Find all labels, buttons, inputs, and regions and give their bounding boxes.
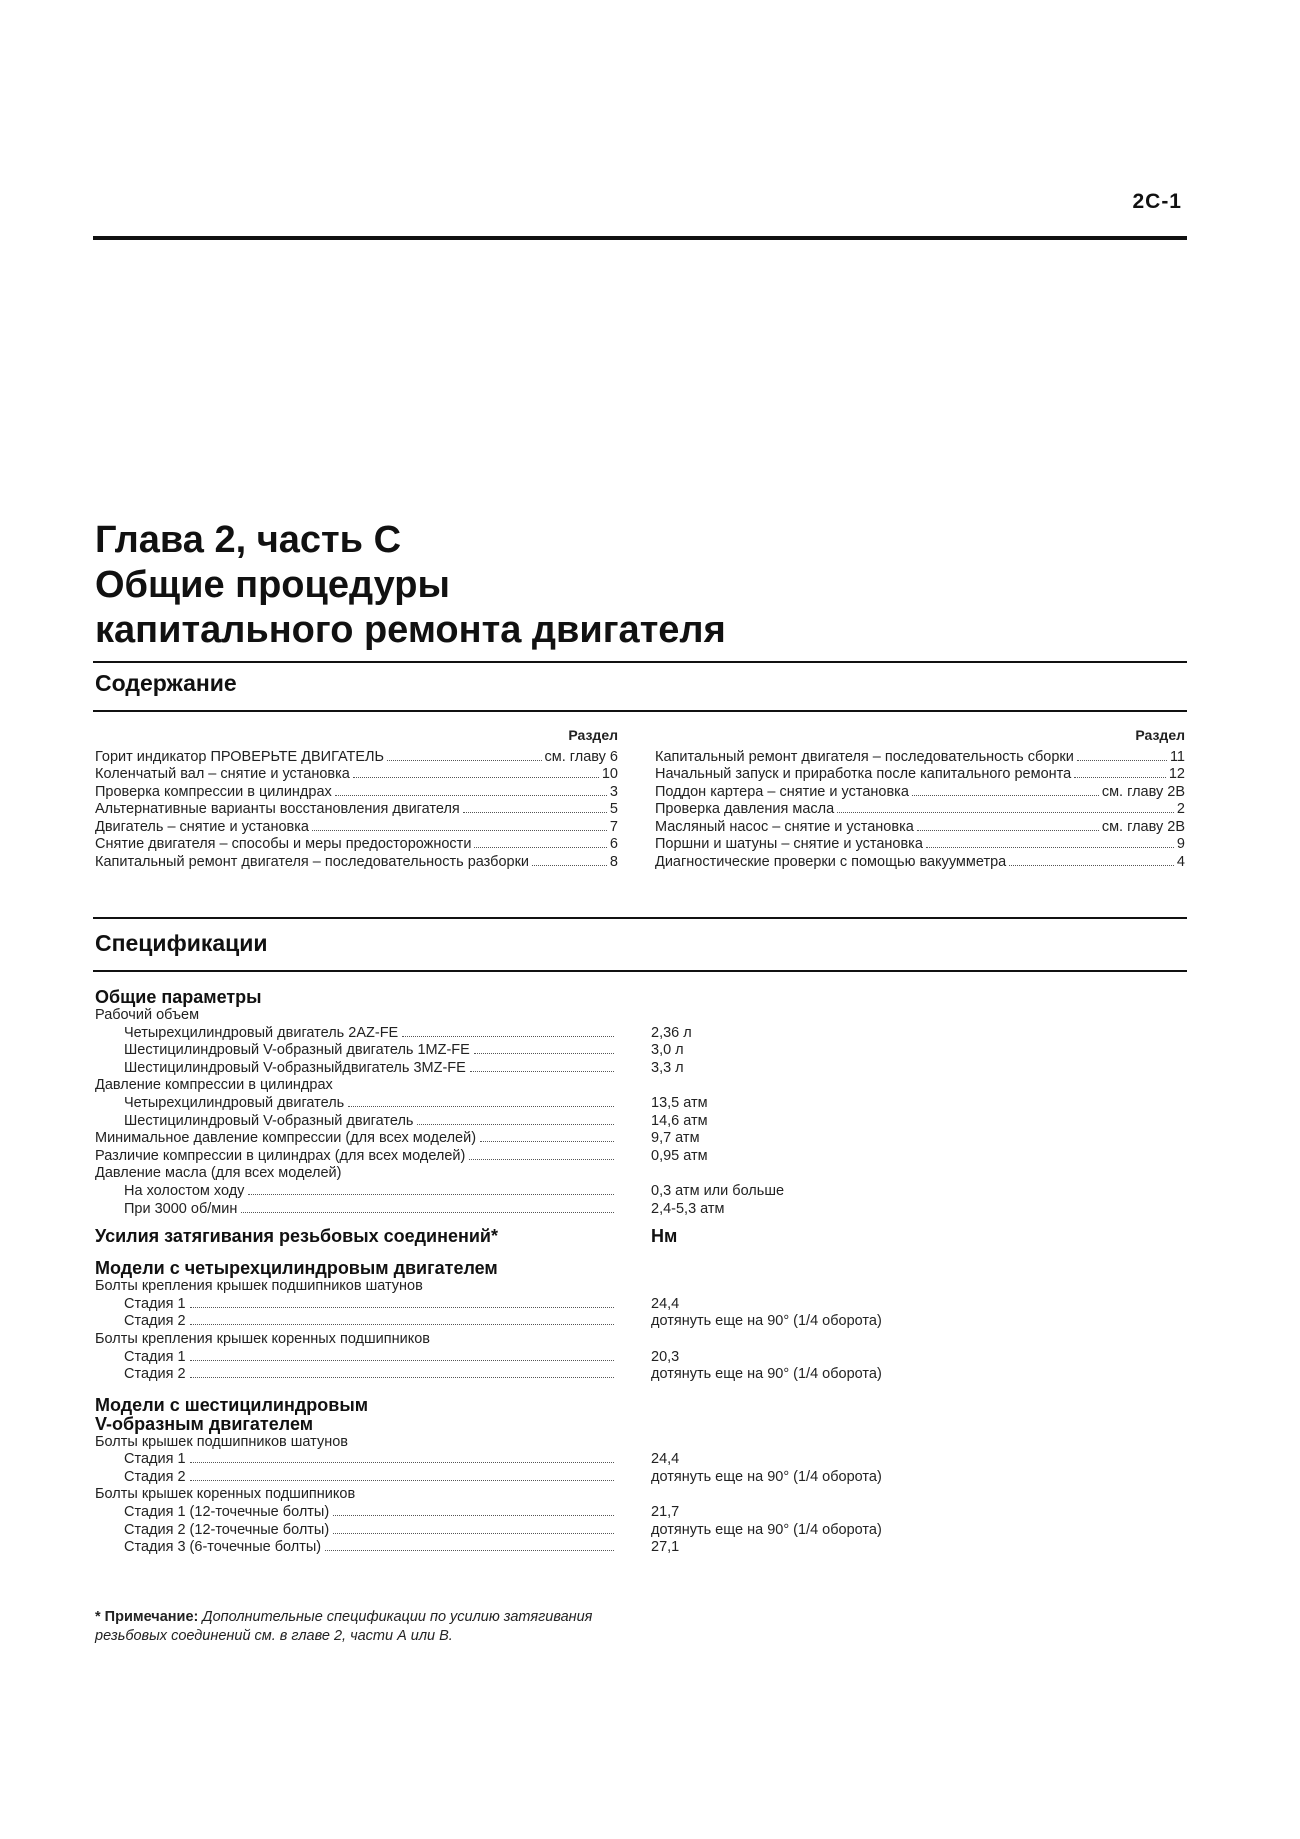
spec-label xyxy=(95,1313,618,1331)
footnote-label: * Примечание: xyxy=(95,1609,199,1625)
spec-label-text: Шестицилиндровый V-образныйдвигатель 3MZ-FE xyxy=(124,1059,466,1076)
page-number: 2C-1 xyxy=(1132,190,1182,213)
spec-label xyxy=(95,1025,618,1043)
spec-category-label: Болты крепления крышек подшипников шатунов xyxy=(95,1278,423,1295)
spec-row xyxy=(95,1183,1195,1201)
contents-rule xyxy=(93,710,1187,712)
toc-entry-title: Капитальный ремонт двигателя – последовательность сборки xyxy=(655,748,1074,765)
spec-label-text: Стадия 3 (6-точечные болты) xyxy=(124,1539,322,1556)
leader-dots xyxy=(190,1360,614,1361)
spec-value: 24,4 xyxy=(651,1295,680,1312)
toc-entry-title: Диагностические проверки с помощью вакуумметра xyxy=(655,853,1007,870)
leader-dots xyxy=(1009,865,1174,866)
spec-value: 20,3 xyxy=(651,1348,680,1365)
spec-label-text: Стадия 2 xyxy=(124,1313,186,1330)
toc-entry-title: Альтернативные варианты восстановления двигателя xyxy=(95,801,460,817)
spec-row xyxy=(95,1201,1195,1219)
toc-entry xyxy=(95,819,618,837)
leader-dots xyxy=(469,1159,614,1160)
leader-dots xyxy=(463,812,607,813)
spec-label xyxy=(95,1504,618,1522)
spec-label-text: Стадия 1 (12-точечные болты) xyxy=(124,1504,330,1521)
spec-label xyxy=(95,1296,618,1314)
spec-value: 13,5 атм xyxy=(651,1094,708,1111)
six-cylinder-heading-line2: V-образным двигателем xyxy=(95,1413,314,1434)
spec-category xyxy=(95,1165,1195,1183)
spec-value: 14,6 атм xyxy=(651,1112,708,1129)
spec-label-text: Стадия 2 (12-точечные болты) xyxy=(124,1521,330,1538)
toc-entry xyxy=(95,784,618,802)
contents-left-column xyxy=(95,727,618,871)
spec-label xyxy=(95,1366,618,1384)
leader-dots xyxy=(474,847,607,848)
spec-value: 3,3 л xyxy=(651,1059,684,1076)
spec-row xyxy=(95,1539,1195,1557)
spec-value: 21,7 xyxy=(651,1504,680,1521)
spec-label-text: При 3000 об/мин xyxy=(124,1200,238,1217)
spec-value: 2,36 л xyxy=(651,1024,692,1041)
spec-row xyxy=(95,1113,1195,1131)
contents-column-header: Раздел xyxy=(1135,727,1185,743)
spec-value: 9,7 атм xyxy=(651,1130,700,1147)
spec-row xyxy=(95,1349,1195,1367)
toc-entry xyxy=(95,836,618,854)
leader-dots xyxy=(417,1124,614,1125)
leader-dots xyxy=(335,795,607,796)
spec-value: 24,4 xyxy=(651,1451,680,1468)
leader-dots xyxy=(348,1106,614,1107)
leader-dots xyxy=(190,1377,614,1378)
chapter-title-line2: Общие процедуры xyxy=(95,564,450,606)
spec-label xyxy=(95,1148,618,1166)
leader-dots xyxy=(402,1036,614,1037)
spec-row xyxy=(95,1504,1195,1522)
spec-category-label: Болты крепления крышек коренных подшипников xyxy=(95,1330,430,1347)
spec-label xyxy=(95,1095,618,1113)
toc-entry xyxy=(655,801,1185,819)
four-cylinder-heading: Модели с четырехцилиндровым двигателем xyxy=(95,1258,498,1279)
spec-category-label: Давление компрессии в цилиндрах xyxy=(95,1077,333,1094)
spec-value: 2,4-5,3 атм xyxy=(651,1200,725,1217)
toc-entry-ref: см. главу 2В xyxy=(1101,818,1185,835)
toc-entry-title: Поршни и шатуны – снятие и установка xyxy=(655,836,923,852)
toc-entry xyxy=(95,766,618,784)
spec-category xyxy=(95,1434,1195,1452)
six-cylinder-heading-line1: Модели с шестицилиндровым xyxy=(95,1394,369,1415)
spec-category-label: Рабочий объем xyxy=(95,1007,200,1023)
specifications-heading: Спецификации xyxy=(95,930,268,956)
spec-row xyxy=(95,1130,1195,1148)
spec-value: дотянуть еще на 90° (1/4 оборота) xyxy=(651,1313,882,1330)
spec-label xyxy=(95,1349,618,1367)
toc-entry xyxy=(655,784,1185,802)
footnote xyxy=(95,1608,635,1646)
toc-entry-ref: 3 xyxy=(609,783,618,800)
contents-column-header: Раздел xyxy=(568,727,618,743)
leader-dots xyxy=(241,1212,614,1213)
leader-dots xyxy=(312,830,607,831)
toc-entry xyxy=(655,749,1185,767)
spec-category xyxy=(95,1486,1195,1504)
leader-dots xyxy=(480,1141,614,1142)
spec-label xyxy=(95,1130,618,1148)
toc-entry xyxy=(95,749,618,767)
toc-entry-ref: 11 xyxy=(1169,748,1185,765)
spec-row xyxy=(95,1366,1195,1384)
spec-row xyxy=(95,1095,1195,1113)
leader-dots xyxy=(190,1307,614,1308)
toc-entry-ref: 9 xyxy=(1176,836,1185,852)
torque-heading-label: Усилия затягивания резьбовых соединений* xyxy=(95,1226,499,1247)
toc-entry xyxy=(95,801,618,819)
spec-value: 3,0 л xyxy=(651,1042,684,1059)
leader-dots xyxy=(387,760,541,761)
leader-dots xyxy=(470,1071,614,1072)
spec-value: дотянуть еще на 90° (1/4 оборота) xyxy=(651,1468,882,1485)
spec-label-text: Стадия 1 xyxy=(124,1348,186,1365)
toc-entry-ref: 12 xyxy=(1168,766,1185,782)
spec-label-text: Стадия 2 xyxy=(124,1366,186,1383)
toc-entry-title: Поддон картера – снятие и установка xyxy=(655,783,909,800)
spec-label xyxy=(95,1113,618,1131)
spec-value: 27,1 xyxy=(651,1539,680,1556)
spec-row xyxy=(95,1296,1195,1314)
toc-entry-ref: 8 xyxy=(609,853,618,870)
toc-entry-ref: 10 xyxy=(601,766,618,782)
spec-label xyxy=(95,1451,618,1469)
chapter-title-line1: Глава 2, часть С xyxy=(95,519,402,561)
spec-label xyxy=(95,1469,618,1487)
leader-dots xyxy=(248,1194,614,1195)
spec-row xyxy=(95,1025,1195,1043)
leader-dots xyxy=(353,777,599,778)
toc-entry-title: Коленчатый вал – снятие и установка xyxy=(95,766,350,782)
toc-entry-title: Начальный запуск и приработка после капитального ремонта xyxy=(655,766,1072,782)
toc-entry-ref: см. главу 6 xyxy=(544,748,618,765)
leader-dots xyxy=(532,865,607,866)
spec-category xyxy=(95,1007,1195,1025)
toc-entry-title: Двигатель – снятие и установка xyxy=(95,818,309,835)
toc-entry xyxy=(655,854,1185,872)
contents-bottom-rule xyxy=(93,917,1187,919)
leader-dots xyxy=(1077,760,1167,761)
leader-dots xyxy=(333,1533,614,1534)
title-rule xyxy=(93,661,1187,663)
spec-category xyxy=(95,1331,1195,1349)
spec-label-text: Шестицилиндровый V-образный двигатель xyxy=(124,1112,414,1129)
leader-dots xyxy=(190,1480,614,1481)
toc-entry xyxy=(95,854,618,872)
spec-row xyxy=(95,1060,1195,1078)
toc-entry-ref: 6 xyxy=(609,836,618,852)
leader-dots xyxy=(325,1550,614,1551)
toc-entry-title: Масляный насос – снятие и установка xyxy=(655,818,914,835)
leader-dots xyxy=(333,1515,614,1516)
spec-label-text: На холостом ходу xyxy=(124,1182,245,1199)
spec-row xyxy=(95,1522,1195,1540)
leader-dots xyxy=(190,1324,614,1325)
spec-label-text: Стадия 1 xyxy=(124,1451,186,1468)
contents-right-column xyxy=(655,727,1185,871)
spec-row xyxy=(95,1469,1195,1487)
leader-dots xyxy=(190,1462,614,1463)
spec-label-text: Четырехцилиндровый двигатель xyxy=(124,1094,345,1111)
spec-value: дотянуть еще на 90° (1/4 оборота) xyxy=(651,1366,882,1383)
spec-label-text: Шестицилиндровый V-образный двигатель 1MZ-FE xyxy=(124,1042,470,1059)
spec-label xyxy=(95,1183,618,1201)
chapter-title xyxy=(95,518,1195,653)
leader-dots xyxy=(926,847,1174,848)
toc-entry xyxy=(655,819,1185,837)
spec-category-label: Болты крышек коренных подшипников xyxy=(95,1486,356,1503)
toc-entry-ref: 5 xyxy=(609,801,618,817)
leader-dots xyxy=(837,812,1174,813)
torque-heading xyxy=(95,1226,1195,1247)
toc-entry xyxy=(655,836,1185,854)
spec-value: дотянуть еще на 90° (1/4 оборота) xyxy=(651,1521,882,1538)
general-parameters-heading: Общие параметры xyxy=(95,987,262,1007)
header-rule xyxy=(93,236,1187,240)
spec-label xyxy=(95,1060,618,1078)
spec-category-label: Давление масла (для всех моделей) xyxy=(95,1165,342,1182)
spec-label-text: Минимальное давление компрессии (для всех моделей) xyxy=(95,1130,477,1147)
spec-label-text: Различие компрессии в цилиндрах (для всех моделей) xyxy=(95,1147,466,1164)
spec-category-label: Болты крышек подшипников шатунов xyxy=(95,1433,348,1450)
spec-row xyxy=(95,1042,1195,1060)
spec-value: 0,95 атм xyxy=(651,1147,708,1164)
toc-entry-ref: 7 xyxy=(609,818,618,835)
leader-dots xyxy=(912,795,1099,796)
specifications-rule xyxy=(93,970,1187,972)
spec-label xyxy=(95,1539,618,1557)
spec-row xyxy=(95,1451,1195,1469)
toc-entry-ref: 2 xyxy=(1176,801,1185,817)
spec-label xyxy=(95,1201,618,1219)
leader-dots xyxy=(474,1053,614,1054)
leader-dots xyxy=(917,830,1099,831)
spec-label-text: Стадия 2 xyxy=(124,1468,186,1485)
contents-heading: Содержание xyxy=(95,670,237,696)
torque-unit: Нм xyxy=(651,1226,678,1247)
toc-entry-title: Капитальный ремонт двигателя – последовательность разборки xyxy=(95,853,530,870)
toc-entry-title: Проверка давления масла xyxy=(655,801,835,817)
spec-label-text: Четырехцилиндровый двигатель 2AZ-FE xyxy=(124,1024,399,1041)
toc-entry-title: Снятие двигателя – способы и меры предосторожности xyxy=(95,836,472,852)
spec-row xyxy=(95,1313,1195,1331)
toc-entry-ref: 4 xyxy=(1176,853,1185,870)
spec-row xyxy=(95,1148,1195,1166)
chapter-title-line3: капитального ремонта двигателя xyxy=(95,609,726,651)
toc-entry-title: Горит индикатор ПРОВЕРЬТЕ ДВИГАТЕЛЬ xyxy=(95,748,385,765)
toc-entry xyxy=(655,766,1185,784)
spec-category xyxy=(95,1077,1195,1095)
spec-category xyxy=(95,1278,1195,1296)
toc-entry-ref: см. главу 2В xyxy=(1101,783,1185,800)
specifications-body xyxy=(95,988,1195,1557)
spec-value: 0,3 атм или больше xyxy=(651,1182,785,1199)
footnote-text: Дополнительные спецификации по усилию затягивания резьбовых соединений см. в главе 2, части А или В. xyxy=(95,1609,593,1644)
toc-entry-title: Проверка компрессии в цилиндрах xyxy=(95,783,332,800)
spec-label xyxy=(95,1042,618,1060)
spec-label xyxy=(95,1522,618,1540)
leader-dots xyxy=(1074,777,1166,778)
spec-label-text: Стадия 1 xyxy=(124,1295,186,1312)
